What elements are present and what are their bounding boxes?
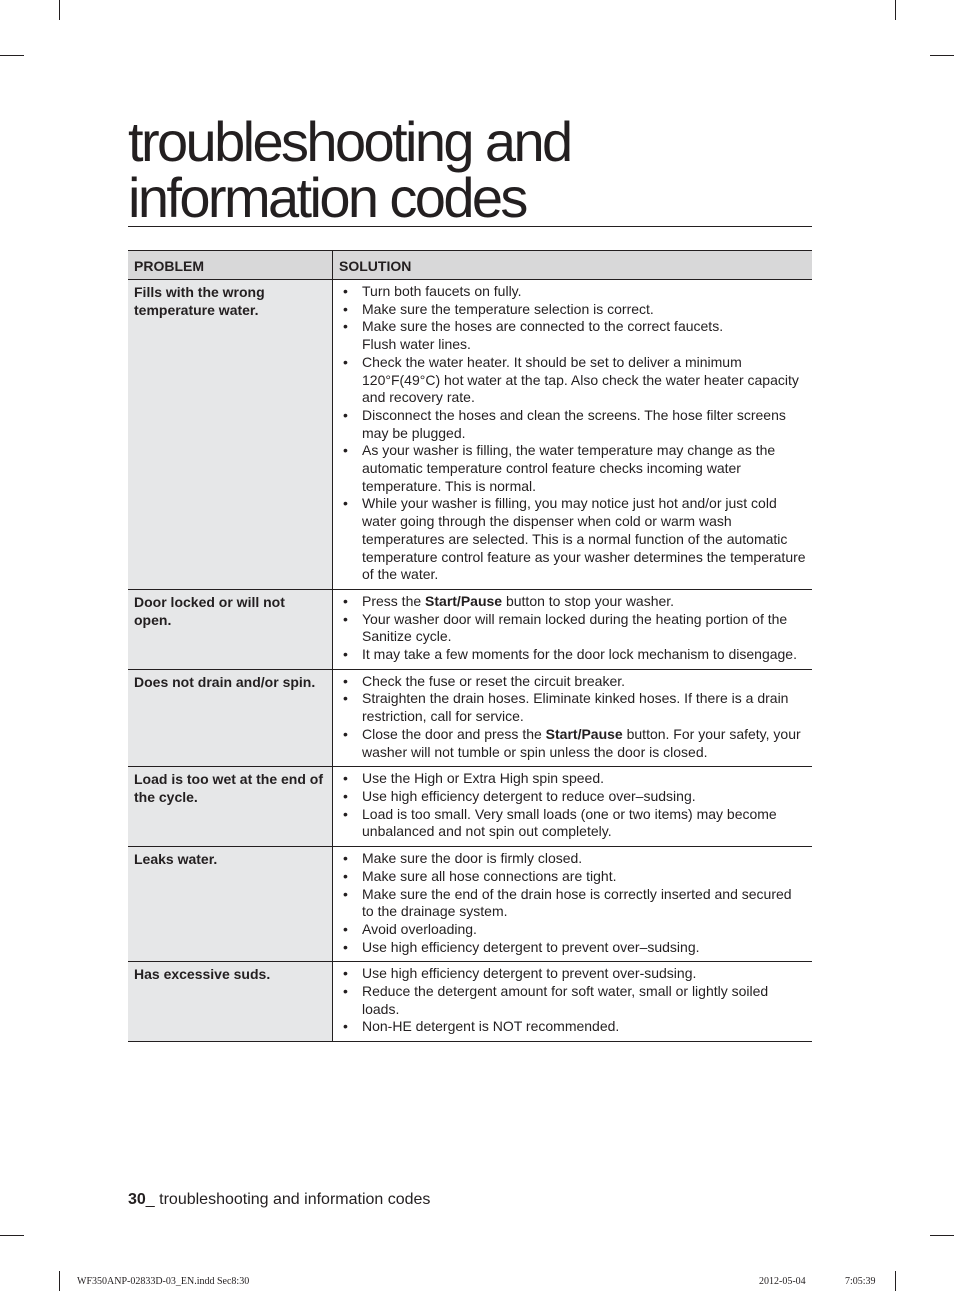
solution-text: Avoid overloading. (362, 920, 477, 937)
solution-text: While your washer is filling, you may notice just hot and/or just cold water going through the dispenser when cold or warm wash temperatures are selected. This is a normal function of the automatic temperature control feature as your washer determines the temperature of the water. (362, 495, 806, 583)
problem-column-header: PROBLEM (128, 251, 333, 280)
solution-text: Straighten the drain hoses. Eliminate kinked hoses. If there is a drain restriction, call for service. (362, 690, 789, 725)
solution-item (339, 495, 806, 584)
page-title-line-1: troubleshooting and (128, 110, 571, 173)
solution-item (339, 354, 806, 407)
slug-file-info: WF350ANP-02833D-03_EN.indd Sec8:30 (77, 1276, 250, 1287)
solution-item (339, 770, 806, 788)
table-row (128, 847, 812, 962)
problem-cell: Has excessive suds. (128, 962, 333, 1042)
solution-list (339, 770, 806, 841)
solution-item (339, 611, 806, 646)
solution-text: Load is too small. Very small loads (one or two items) may become unbalanced and not spin out completely. (362, 805, 777, 840)
table-row (128, 589, 812, 669)
page-footer (128, 1191, 430, 1209)
solution-item (339, 283, 806, 301)
solution-item (339, 983, 806, 1018)
crop-mark (59, 0, 60, 20)
solution-text: button. For your safety, your washer will not tumble or spin unless the door is closed. (362, 725, 801, 760)
table-body (128, 280, 812, 1042)
solution-cell (333, 589, 813, 669)
solution-item (339, 407, 806, 442)
table-row (128, 669, 812, 767)
button-name-text: Start/Pause (545, 725, 623, 742)
solution-list (339, 965, 806, 1036)
problem-cell: Door locked or will not open. (128, 589, 333, 669)
crop-mark (59, 1271, 60, 1291)
solution-text: Make sure all hose connections are tight. (362, 867, 617, 884)
solution-item (339, 886, 806, 921)
solution-cell (333, 669, 813, 767)
problem-cell: Fills with the wrong temperature water. (128, 280, 333, 590)
page-title-line-2: information codes (128, 166, 526, 229)
table-row (128, 767, 812, 847)
crop-mark (0, 55, 24, 56)
solution-text: As your washer is filling, the water temperature may change as the automatic temperature control feature checks incoming water temperature. This is normal. (362, 442, 776, 494)
solution-text: Press the (362, 592, 426, 609)
solution-item (339, 593, 806, 611)
solution-list (339, 593, 806, 664)
solution-text: Close the door and press the (362, 725, 546, 742)
solution-cell (333, 280, 813, 590)
solution-item (339, 726, 806, 761)
slug-time: 7:05:39 (845, 1276, 876, 1287)
solution-text: Use high efficiency detergent to prevent over-sudsing. (362, 965, 697, 982)
page-title (128, 110, 812, 229)
solution-item (339, 939, 806, 957)
solution-item (339, 646, 806, 664)
solution-text: Use high efficiency detergent to prevent over–sudsing. (362, 938, 700, 955)
solution-text: Your washer door will remain locked during the heating portion of the (362, 610, 788, 627)
solution-text: Make sure the hoses are connected to the correct faucets. Flush water lines. (362, 318, 724, 353)
solution-text: cycle. (411, 628, 452, 645)
page-number: 30 (128, 1191, 146, 1208)
problem-cell: Leaks water. (128, 847, 333, 962)
solution-item (339, 868, 806, 886)
solution-cell (333, 847, 813, 962)
solution-text: Disconnect the hoses and clean the screens. The hose filter screens may be plugged. (362, 406, 786, 441)
solution-item (339, 921, 806, 939)
slug-date: 2012-05-04 (759, 1276, 806, 1287)
solution-cell (333, 962, 813, 1042)
crop-mark (895, 1271, 896, 1291)
solution-item (339, 788, 806, 806)
cycle-name-text: Sanitize (362, 628, 412, 645)
problem-cell: Does not drain and/or spin. (128, 669, 333, 767)
solution-item (339, 850, 806, 868)
button-name-text: Start/Pause (425, 592, 503, 609)
solution-text: Check the fuse or reset the circuit breaker. (362, 672, 626, 689)
solution-column-header: SOLUTION (333, 251, 813, 280)
solution-text: Turn both faucets on fully. (362, 283, 522, 299)
solution-text: Check the water heater. It should be set to deliver a minimum 120°F(49°C) hot water at the tap. Also check the water heater capacity and recovery rate. (362, 353, 799, 406)
solution-text: Make sure the end of the drain hose is correctly inserted and secured to the drainage system. (362, 885, 792, 920)
solution-list (339, 673, 806, 762)
solution-text: Make sure the door is firmly closed. (362, 850, 583, 867)
solution-item (339, 318, 806, 353)
solution-text: button to stop your washer. (502, 592, 675, 609)
solution-text: Non-HE detergent is NOT recommended. (362, 1018, 620, 1035)
solution-text: Use the High or Extra High spin speed. (362, 770, 605, 787)
solution-text: Make sure the temperature selection is correct. (362, 300, 654, 317)
solution-item (339, 301, 806, 319)
crop-mark (895, 0, 896, 20)
table-header-row (128, 251, 812, 280)
solution-text: Reduce the detergent amount for soft water, small or lightly soiled loads. (362, 983, 769, 1017)
crop-mark (930, 1235, 954, 1236)
footer-label: _ troubleshooting and information codes (145, 1191, 431, 1208)
troubleshooting-table (128, 250, 812, 1042)
solution-list (339, 283, 806, 584)
solution-list (339, 850, 806, 956)
table-row (128, 962, 812, 1042)
solution-item (339, 690, 806, 725)
solution-cell (333, 767, 813, 847)
solution-item (339, 1018, 806, 1036)
solution-item (339, 806, 806, 841)
solution-item (339, 442, 806, 495)
crop-mark (0, 1235, 24, 1236)
solution-text: Use high efficiency detergent to reduce over–sudsing. (362, 787, 696, 804)
table-row (128, 280, 812, 590)
problem-cell: Load is too wet at the end of the cycle. (128, 767, 333, 847)
solution-item (339, 673, 806, 691)
solution-text: It may take a few moments for the door lock mechanism to disengage. (362, 646, 797, 663)
crop-mark (930, 55, 954, 56)
solution-item (339, 965, 806, 983)
